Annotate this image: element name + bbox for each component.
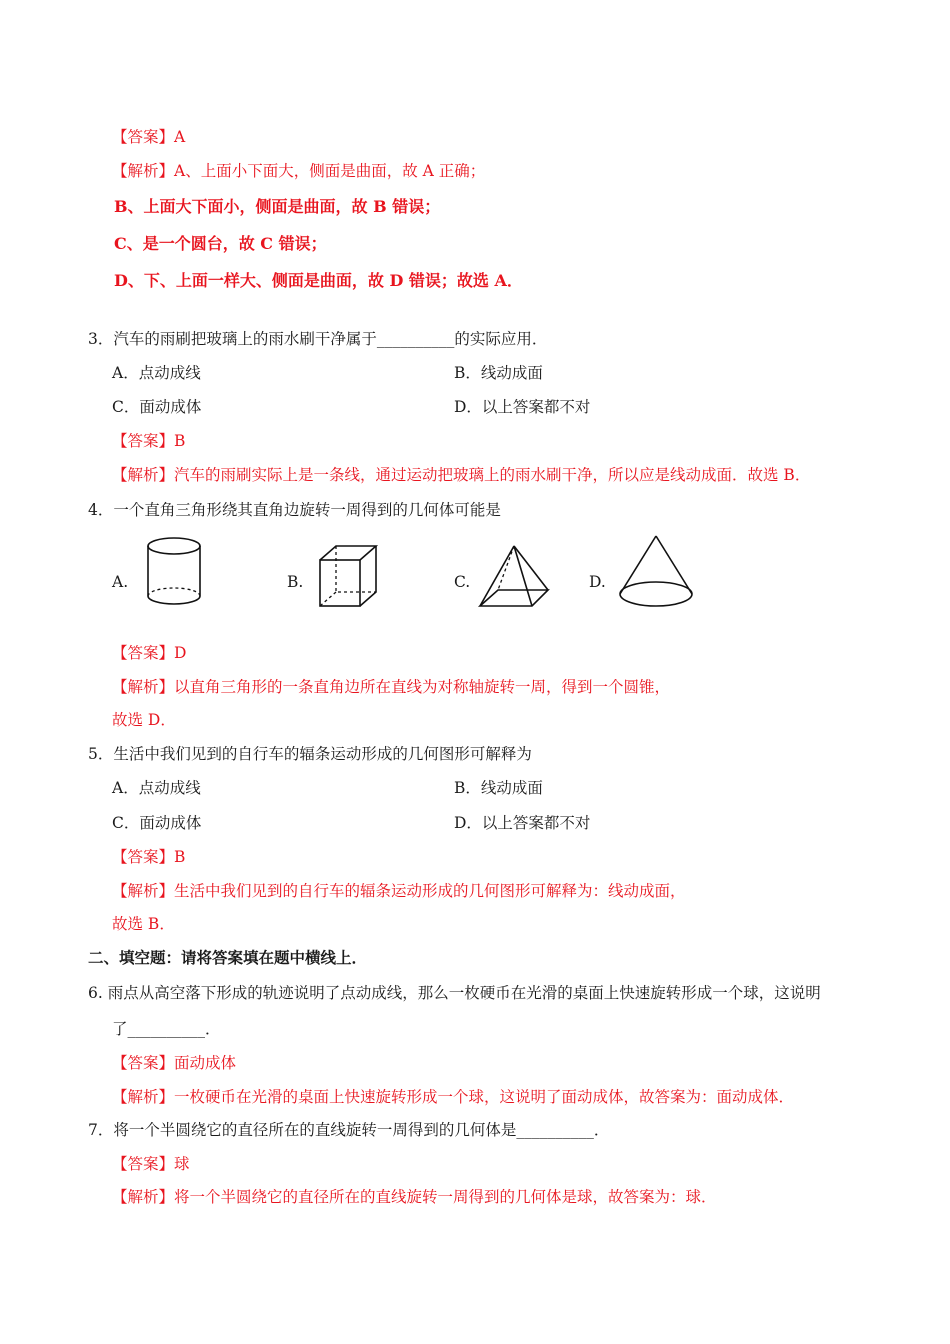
q2-answer: 【答案】A	[112, 128, 186, 146]
cylinder-figure	[142, 534, 208, 610]
q2-analysis-line-4: D、下、上面一样大、侧面是曲面，故 D 错误；故选 A．	[114, 271, 523, 290]
q6-stem-line-2: 了__________．	[112, 1020, 221, 1038]
cube-figure	[316, 542, 380, 612]
q4-analysis-line-1: 【解析】以直角三角形的一条直角边所在直线为对称轴旋转一周，得到一个圆锥，	[112, 678, 671, 696]
q7-answer: 【答案】球	[112, 1155, 190, 1173]
q4-answer: 【答案】D	[112, 644, 187, 662]
q5-stem: 5．生活中我们见到的自行车的辐条运动形成的几何图形可解释为	[88, 745, 532, 763]
q4-analysis-line-2: 故选 D．	[112, 711, 176, 729]
section-heading-fill-blank: 二、填空题：请将答案填在题中横线上．	[88, 948, 368, 967]
q3-answer: 【答案】B	[112, 432, 186, 450]
cone-figure	[616, 532, 696, 612]
q6-stem-line-1: 6. 雨点从高空落下形成的轨迹说明了点动成线，那么一枚硬币在光滑的桌面上快速旋转形成一个球，这说明	[88, 984, 821, 1002]
q3-option-b: B．线动成面	[454, 364, 543, 382]
q5-answer: 【答案】B	[112, 848, 186, 866]
q4-label-d: D.	[589, 573, 606, 591]
q7-analysis: 【解析】将一个半圆绕它的直径所在的直线旋转一周得到的几何体是球，故答案为：球．	[112, 1188, 717, 1206]
q5-option-b: B．线动成面	[454, 779, 543, 797]
q3-option-a: A．点动成线	[112, 364, 201, 382]
q3-option-c: C．面动成体	[112, 398, 202, 416]
q4-stem: 4．一个直角三角形绕其直角边旋转一周得到的几何体可能是	[88, 501, 501, 519]
q4-label-b: B.	[287, 573, 304, 591]
q5-option-d: D．以上答案都不对	[454, 814, 591, 832]
q4-label-c: C.	[454, 573, 471, 591]
q5-option-a: A．点动成线	[112, 779, 201, 797]
q6-answer: 【答案】面动成体	[112, 1054, 237, 1072]
q3-analysis: 【解析】汽车的雨刷实际上是一条线，通过运动把玻璃上的雨水刷干净，所以应是线动成面．故选 B．	[112, 466, 811, 484]
q6-analysis: 【解析】一枚硬币在光滑的桌面上快速旋转形成一个球，这说明了面动成体，故答案为：面动成体．	[112, 1088, 795, 1106]
q7-stem: 7．将一个半圆绕它的直径所在的直线旋转一周得到的几何体是__________．	[88, 1121, 610, 1139]
q5-option-c: C．面动成体	[112, 814, 202, 832]
q3-option-d: D．以上答案都不对	[454, 398, 591, 416]
q2-analysis-line-1: 【解析】A、上面小下面大，侧面是曲面，故 A 正确；	[112, 162, 486, 180]
q4-label-a: A.	[112, 573, 129, 591]
q2-analysis-line-3: C、是一个圆台，故 C 错误；	[114, 234, 327, 253]
q3-stem: 3．汽车的雨刷把玻璃上的雨水刷干净属于__________的实际应用．	[88, 330, 548, 348]
q2-analysis-line-2: B、上面大下面小，侧面是曲面，故 B 错误；	[114, 197, 441, 216]
q5-analysis-line-2: 故选 B．	[112, 915, 175, 933]
q5-analysis-line-1: 【解析】生活中我们见到的自行车的辐条运动形成的几何图形可解释为：线动成面，	[112, 882, 686, 900]
pyramid-figure	[476, 542, 552, 610]
